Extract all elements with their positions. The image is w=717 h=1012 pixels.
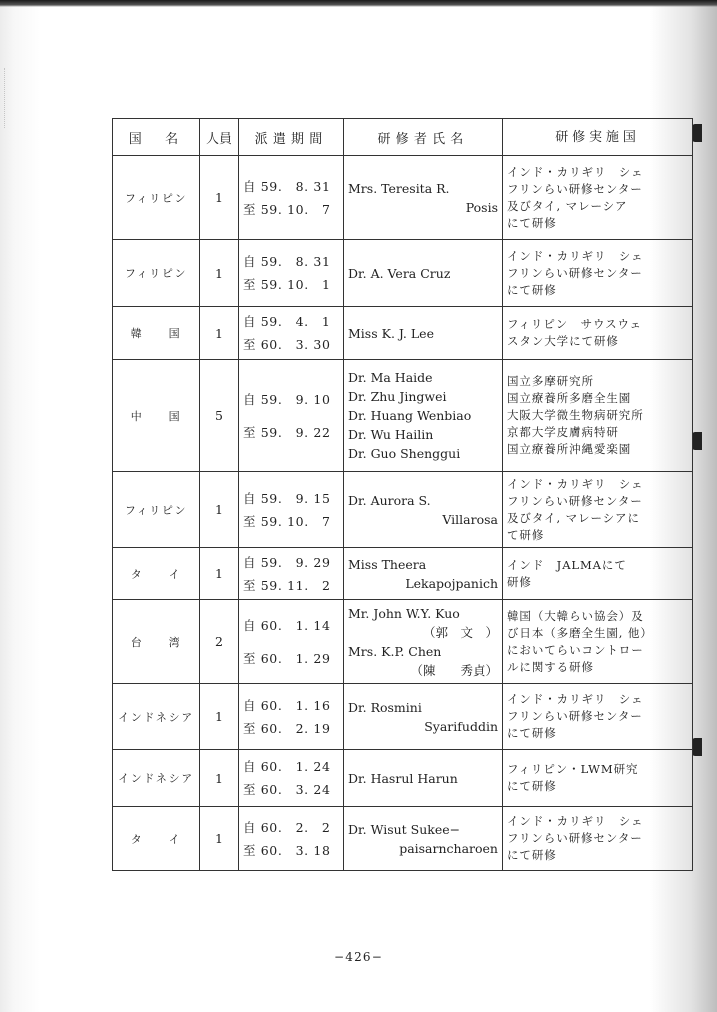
cell-country: フィリピン (113, 240, 200, 307)
table-row (113, 548, 693, 600)
table-row (113, 750, 693, 807)
institution-line: び日本（多磨全生園, 他） (507, 625, 653, 640)
institution-line: フィリピン・LWM研究 (507, 762, 639, 776)
institution-line: にて研修 (507, 282, 557, 297)
trainee-name-line: Dr. Zhu Jingwei (348, 389, 447, 404)
cell-institution (503, 240, 693, 307)
table-row (113, 307, 693, 360)
cell-country: タ イ (113, 548, 200, 600)
trainee-name-line: Miss K. J. Lee (348, 325, 434, 341)
trainee-name-line: Miss Theera (348, 556, 427, 572)
institution-line: ルに関する研修 (507, 659, 594, 674)
cell-period (239, 548, 344, 600)
trainee-name-line: Mrs. Teresita R. (348, 180, 450, 196)
cell-country: タ イ (113, 807, 200, 871)
cell-institution (503, 684, 693, 750)
period-end: 至 59. 10. 7 (243, 513, 331, 529)
period-end: 至 60. 3. 30 (243, 337, 331, 352)
cell-count: 1 (200, 684, 239, 750)
table-row (113, 360, 693, 472)
institution-line: 国立療養所多磨全生園 (507, 391, 632, 405)
cell-count: 5 (200, 360, 239, 472)
page-number: −426− (333, 950, 383, 964)
period-start: 自 59. 9. 15 (243, 490, 331, 506)
cell-country: 中 国 (113, 360, 200, 472)
trainee-name-line: Posis (465, 199, 498, 215)
cell-country: インドネシア (113, 750, 200, 807)
institution-line: インド・カリギリ シェ (507, 164, 644, 179)
cell-trainee-name (344, 240, 503, 307)
institution-line: にて研修 (507, 848, 557, 862)
trainee-name-line: Dr. Rosmini (348, 699, 422, 715)
cell-trainee-name (344, 750, 503, 807)
cell-period (239, 360, 344, 472)
binding-mark (692, 432, 702, 450)
institution-line: インド JALMAにて (507, 557, 627, 572)
institution-line: 及びタイ, マレーシア (507, 198, 628, 213)
cell-institution (503, 807, 693, 871)
institution-line: インド・カリギリ シェ (507, 814, 644, 828)
period-start: 自 60. 1. 14 (243, 617, 331, 633)
period-end: 至 60. 1. 29 (243, 650, 331, 666)
cell-institution (503, 156, 693, 240)
cell-country: インドネシア (113, 684, 200, 750)
period-start: 自 59. 4. 1 (243, 314, 331, 329)
cell-country: 台 湾 (113, 600, 200, 684)
period-end: 至 60. 2. 19 (243, 720, 331, 736)
header-institution: 研修実施国 (503, 119, 693, 156)
cell-country: フィリピン (113, 156, 200, 240)
trainee-name-line: Dr. Wisut Sukee− (348, 821, 461, 837)
cell-institution (503, 472, 693, 548)
institution-line: 京都大学皮膚病特研 (507, 425, 619, 439)
cell-count: 1 (200, 548, 239, 600)
scan-top-edge (0, 0, 717, 7)
cell-period (239, 807, 344, 871)
trainee-name-line: Dr. Wu Hailin (348, 427, 434, 442)
cell-count: 1 (200, 750, 239, 807)
cell-trainee-name (344, 807, 503, 871)
cell-institution (503, 750, 693, 807)
period-start: 自 59. 8. 31 (243, 178, 331, 194)
cell-count: 1 (200, 307, 239, 360)
period-start: 自 60. 1. 24 (243, 759, 331, 774)
institution-line: て研修 (507, 527, 545, 542)
institution-line: インド・カリギリ シェ (507, 248, 644, 263)
institution-line: フリンらい研修センター (507, 493, 643, 508)
institution-line: フリンらい研修センター (507, 709, 643, 723)
period-end: 至 59. 10. 1 (243, 277, 331, 292)
institution-line: フリンらい研修センター (507, 265, 643, 280)
trainee-name-line: Dr. A. Vera Cruz (348, 265, 451, 281)
cell-institution (503, 307, 693, 360)
period-end: 至 60. 3. 18 (243, 842, 331, 858)
cell-count: 1 (200, 240, 239, 307)
cell-period (239, 684, 344, 750)
cell-count: 1 (200, 807, 239, 871)
cell-country: フィリピン (113, 472, 200, 548)
institution-line: 国立療養所沖縄愛楽園 (507, 442, 632, 456)
period-end: 至 59. 9. 22 (243, 424, 331, 440)
cell-period (239, 307, 344, 360)
trainee-name-line: Dr. Ma Haide (348, 370, 433, 385)
table-header-row (113, 119, 693, 156)
trainee-name-line: Dr. Guo Shenggui (348, 446, 461, 461)
table-row (113, 684, 693, 750)
cell-institution (503, 360, 693, 472)
period-start: 自 59. 8. 31 (243, 254, 331, 269)
trainee-name-line: （陳 秀貞） (410, 662, 498, 678)
table-row (113, 240, 693, 307)
cell-period (239, 750, 344, 807)
cell-trainee-name (344, 684, 503, 750)
period-end: 至 59. 10. 7 (243, 201, 331, 217)
cell-period (239, 240, 344, 307)
institution-line: 大阪大学微生物病研究所 (507, 408, 644, 422)
institution-line: にて研修 (507, 726, 557, 740)
period-start: 自 59. 9. 10 (243, 391, 331, 407)
institution-line: にて研修 (507, 779, 557, 793)
trainee-name-line: Villarosa (442, 511, 498, 527)
trainee-table (112, 118, 693, 871)
header-country: 国 名 (113, 119, 200, 156)
trainee-name-line: Lekapojpanich (405, 575, 498, 591)
header-period: 派遣期間 (239, 119, 344, 156)
cell-trainee-name (344, 548, 503, 600)
cell-trainee-name (344, 472, 503, 548)
period-end: 至 60. 3. 24 (243, 782, 331, 797)
cell-count: 1 (200, 472, 239, 548)
cell-trainee-name (344, 156, 503, 240)
trainee-name-line: Syarifuddin (424, 718, 498, 734)
table-row (113, 807, 693, 871)
period-start: 自 60. 1. 16 (243, 697, 331, 713)
institution-line: においてらいコントロー (507, 642, 644, 657)
institution-line: フリンらい研修センター (507, 181, 643, 196)
trainee-name-line: Mr. John W.Y. Kuo (348, 605, 460, 621)
trainee-name-line: Mrs. K.P. Chen (348, 643, 442, 659)
table-row (113, 156, 693, 240)
cell-period (239, 156, 344, 240)
institution-line: 国立多摩研究所 (507, 374, 594, 388)
cell-country: 韓 国 (113, 307, 200, 360)
cell-count: 2 (200, 600, 239, 684)
table-row (113, 472, 693, 548)
cell-period (239, 600, 344, 684)
table-row (113, 600, 693, 684)
institution-line: 及びタイ, マレーシアに (507, 510, 640, 525)
cell-trainee-name (344, 600, 503, 684)
table-body (113, 156, 693, 871)
institution-line: にて研修 (507, 215, 557, 230)
cell-institution (503, 600, 693, 684)
trainee-name-line: Dr. Aurora S. (348, 492, 431, 508)
cell-trainee-name (344, 360, 503, 472)
cell-institution (503, 548, 693, 600)
institution-line: フィリピン サウスウェ (507, 317, 642, 331)
cell-trainee-name (344, 307, 503, 360)
institution-line: フリンらい研修センター (507, 831, 643, 845)
trainee-name-line: paisarncharoen (399, 840, 498, 856)
period-end: 至 59. 11. 2 (243, 577, 331, 593)
header-trainee-name: 研修者氏名 (344, 119, 503, 156)
institution-line: 研修 (507, 574, 532, 589)
period-start: 自 60. 2. 2 (243, 819, 331, 835)
cell-count: 1 (200, 156, 239, 240)
institution-line: インド・カリギリ シェ (507, 476, 644, 491)
trainee-name-line: （郭 文 ） (422, 624, 498, 640)
binding-mark (692, 738, 702, 756)
trainee-name-line: Dr. Hasrul Harun (348, 770, 458, 786)
scan-margin-mark (4, 68, 19, 128)
trainee-name-line: Dr. Huang Wenbiao (348, 408, 472, 423)
binding-mark (692, 124, 702, 142)
header-count: 人員 (200, 119, 239, 156)
institution-line: インド・カリギリ シェ (507, 692, 644, 706)
institution-line: スタン大学にて研修 (507, 334, 619, 348)
period-start: 自 59. 9. 29 (243, 554, 331, 570)
cell-period (239, 472, 344, 548)
institution-line: 韓国（大韓らい協会）及 (507, 608, 644, 623)
